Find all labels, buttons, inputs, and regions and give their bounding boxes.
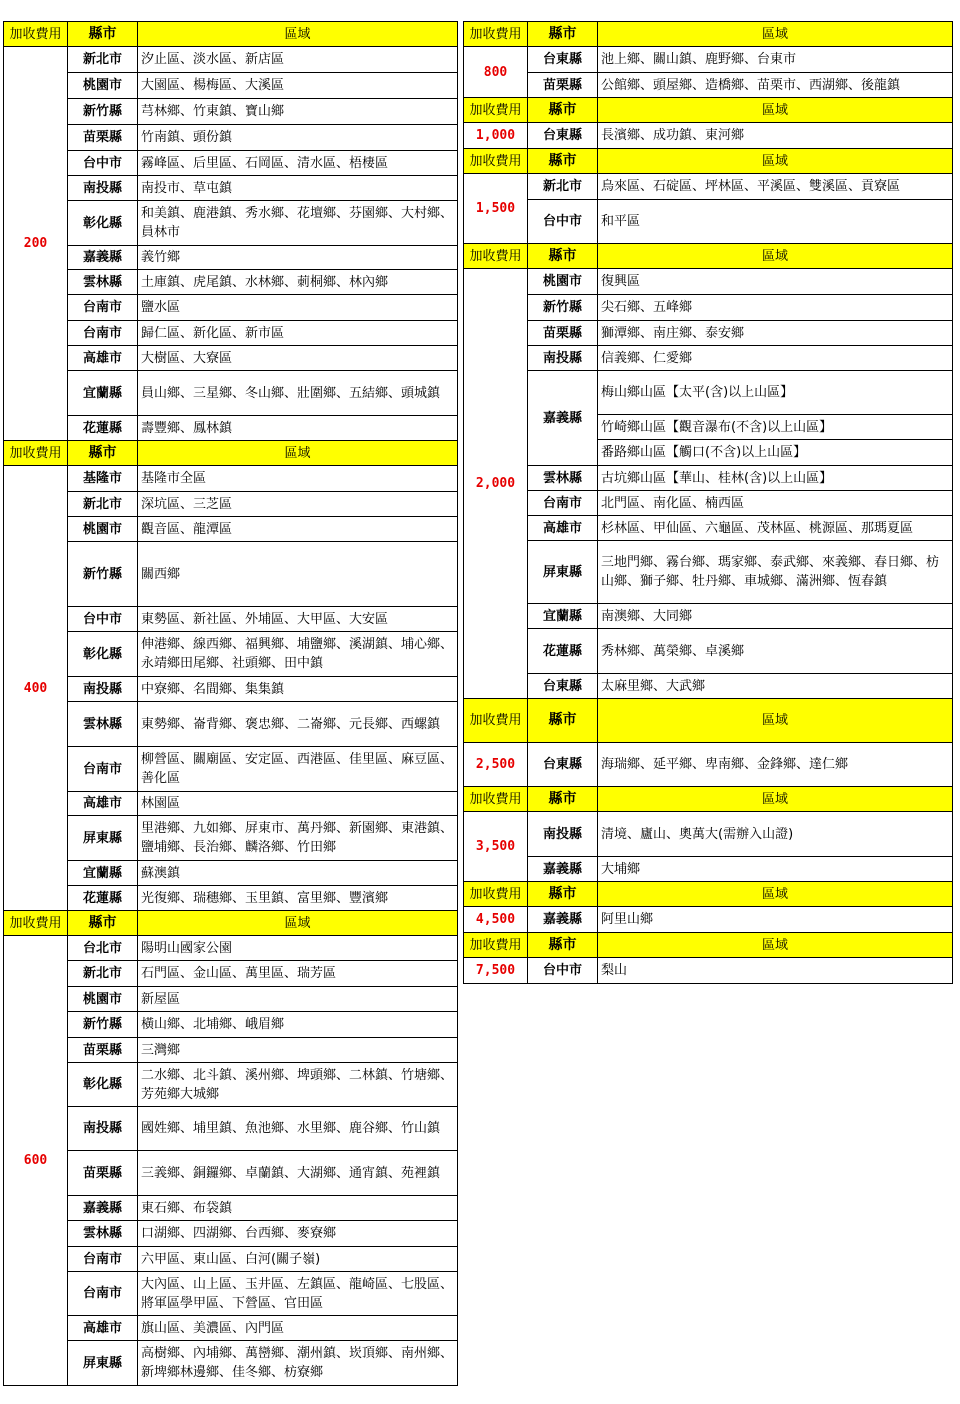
- city-cell: 苗栗縣: [68, 1151, 138, 1196]
- table-row: [464, 466, 953, 491]
- city-cell: 台中市: [528, 958, 598, 984]
- table-row: [4, 861, 458, 886]
- area-header: 區域: [598, 882, 953, 907]
- area-cell: 中寮鄉、名間鄉、集集鎮: [138, 677, 458, 702]
- fee-header: 加收費用: [464, 98, 528, 123]
- area-cell: 南投市、草屯鎮: [138, 176, 458, 201]
- area-cell: 伸港鄉、線西鄉、福興鄉、埔鹽鄉、溪湖鎮、埔心鄉、永靖鄉田尾鄉、社頭鄉、田中鎮: [138, 632, 458, 677]
- city-cell: 雲林縣: [68, 1221, 138, 1247]
- city-cell: 南投縣: [528, 346, 598, 371]
- area-cell: 和美鎮、鹿港鎮、秀水鄉、花壇鄉、芬園鄉、大村鄉、員林市: [138, 201, 458, 246]
- city-header: 縣市: [528, 699, 598, 743]
- area-cell: 尖石鄉、五峰鄉: [598, 295, 953, 321]
- city-cell: 嘉義縣: [528, 371, 598, 466]
- area-cell: 高樹鄉、內埔鄉、萬巒鄉、潮州鎮、崁頂鄉、南州鄉、新埤鄉林邊鄉、佳冬鄉、枋寮鄉: [138, 1341, 458, 1386]
- fee-table-left: [3, 21, 458, 1386]
- area-cell: 三義鄉、銅鑼鄉、卓蘭鎮、大湖鄉、通宵鎮、苑裡鎮: [138, 1151, 458, 1196]
- table-row: [4, 151, 458, 176]
- area-cell: 竹南鎮、頭份鎮: [138, 125, 458, 151]
- fee-header: 加收費用: [464, 699, 528, 743]
- city-cell: 雲林縣: [68, 270, 138, 295]
- table-row: [4, 1272, 458, 1316]
- city-cell: 雲林縣: [68, 702, 138, 747]
- header-row: [464, 98, 953, 123]
- city-cell: 屏東縣: [528, 541, 598, 604]
- city-cell: 彰化縣: [68, 1063, 138, 1107]
- city-cell: 新北市: [528, 174, 598, 200]
- area-cell: 復興區: [598, 269, 953, 295]
- city-cell: 屏東縣: [68, 816, 138, 861]
- area-cell: 關西鄉: [138, 542, 458, 607]
- table-row: [464, 371, 953, 415]
- fee-amount: 2,500: [464, 743, 528, 787]
- area-cell: 橫山鄉、北埔鄉、峨眉鄉: [138, 1012, 458, 1038]
- table-row: [464, 516, 953, 541]
- city-cell: 南投縣: [68, 677, 138, 702]
- table-row: [4, 1063, 458, 1107]
- fee-amount: 200: [4, 47, 68, 441]
- area-header: 區域: [598, 149, 953, 174]
- area-cell: 義竹鄉: [138, 246, 458, 270]
- city-cell: 新竹縣: [68, 1012, 138, 1038]
- fee-header: 加收費用: [464, 882, 528, 907]
- area-cell: 古坑鄉山區【華山、桂林(含)以上山區】: [598, 466, 953, 491]
- table-row: [464, 321, 953, 346]
- city-cell: 高雄市: [528, 516, 598, 541]
- table-row: [4, 1196, 458, 1221]
- area-cell: 秀林鄉、萬榮鄉、卓溪鄉: [598, 629, 953, 674]
- header-row: [4, 441, 458, 466]
- table-row: [4, 517, 458, 542]
- fee-header: 加收費用: [4, 911, 68, 936]
- table-row: [4, 542, 458, 607]
- table-row: [464, 174, 953, 200]
- table-row: [464, 47, 953, 73]
- fee-amount: 800: [464, 47, 528, 98]
- city-cell: 彰化縣: [68, 632, 138, 677]
- city-cell: 高雄市: [68, 1316, 138, 1341]
- city-cell: 花蓮縣: [68, 886, 138, 911]
- area-cell: 大內區、山上區、玉井區、左鎮區、龍崎區、七股區、將軍區學甲區、下營區、官田區: [138, 1272, 458, 1316]
- area-cell: 員山鄉、三星鄉、冬山鄉、壯圍鄉、五結鄉、頭城鎮: [138, 371, 458, 416]
- city-cell: 台東縣: [528, 743, 598, 787]
- area-cell: 新屋區: [138, 987, 458, 1012]
- table-row: [4, 1038, 458, 1063]
- city-cell: 苗栗縣: [528, 321, 598, 346]
- city-header: 縣市: [528, 149, 598, 174]
- table-row: [4, 416, 458, 441]
- table-row: [4, 1316, 458, 1341]
- table-row: [464, 812, 953, 857]
- city-cell: 南投縣: [68, 1107, 138, 1151]
- fee-header: 加收費用: [464, 787, 528, 812]
- area-cell: 汐止區、淡水區、新店區: [138, 47, 458, 73]
- area-header: 區域: [598, 699, 953, 743]
- table-row: [4, 792, 458, 816]
- city-cell: 台中市: [68, 151, 138, 176]
- city-header: 縣市: [68, 441, 138, 466]
- city-cell: 嘉義縣: [68, 246, 138, 270]
- area-cell: 竹崎鄉山區【觀音瀑布(不含)以上山區】: [598, 415, 953, 440]
- header-row: [464, 22, 953, 47]
- city-cell: 台南市: [68, 747, 138, 792]
- city-cell: 宜蘭縣: [68, 861, 138, 886]
- area-cell: 海瑞鄉、延平鄉、卑南鄉、金鋒鄉、達仁鄉: [598, 743, 953, 787]
- area-cell: 和平區: [598, 200, 953, 244]
- table-row: [4, 466, 458, 492]
- area-cell: 長濱鄉、成功鎮、東河鄉: [598, 123, 953, 149]
- city-cell: 嘉義縣: [528, 907, 598, 933]
- table-row: [4, 492, 458, 517]
- header-row: [4, 22, 458, 47]
- table-row: [464, 123, 953, 149]
- city-header: 縣市: [528, 933, 598, 958]
- area-cell: 太麻里鄉、大武鄉: [598, 674, 953, 699]
- area-cell: 大樹區、大寮區: [138, 346, 458, 371]
- table-row: [464, 73, 953, 98]
- area-cell: 三地門鄉、霧台鄉、瑪家鄉、泰武鄉、來義鄉、春日鄉、枋山鄉、獅子鄉、牡丹鄉、車城鄉、滿洲鄉、恆春鎮: [598, 541, 953, 604]
- city-cell: 苗栗縣: [68, 1038, 138, 1063]
- area-cell: 番路鄉山區【觸口(不含)以上山區】: [598, 440, 953, 466]
- city-cell: 桃園市: [528, 269, 598, 295]
- fee-amount: 1,500: [464, 174, 528, 244]
- city-header: 縣市: [528, 787, 598, 812]
- city-cell: 台東縣: [528, 123, 598, 149]
- city-cell: 台南市: [68, 1272, 138, 1316]
- table-row: [4, 607, 458, 632]
- table-row: [4, 270, 458, 295]
- area-cell: 蘇澳鎮: [138, 861, 458, 886]
- area-cell: 三灣鄉: [138, 1038, 458, 1063]
- fee-header: 加收費用: [464, 149, 528, 174]
- header-row: [464, 882, 953, 907]
- city-cell: 宜蘭縣: [528, 604, 598, 629]
- table-row: [4, 1341, 458, 1386]
- city-header: 縣市: [528, 98, 598, 123]
- table-row: [464, 958, 953, 984]
- city-cell: 台東縣: [528, 47, 598, 73]
- city-header: 縣市: [528, 22, 598, 47]
- city-cell: 新竹縣: [68, 542, 138, 607]
- area-cell: 南澳鄉、大同鄉: [598, 604, 953, 629]
- area-cell: 二水鄉、北斗鎮、溪州鄉、埤頭鄉、二林鎮、竹塘鄉、芳苑鄉大城鄉: [138, 1063, 458, 1107]
- table-row: [4, 321, 458, 346]
- table-row: [464, 269, 953, 295]
- city-cell: 台中市: [528, 200, 598, 244]
- city-cell: 桃園市: [68, 987, 138, 1012]
- fee-amount: 1,000: [464, 123, 528, 149]
- table-row: [4, 936, 458, 961]
- area-cell: 霧峰區、后里區、石岡區、清水區、梧棲區: [138, 151, 458, 176]
- table-row: [4, 346, 458, 371]
- table-row: [4, 47, 458, 73]
- fee-header: 加收費用: [464, 244, 528, 269]
- city-header: 縣市: [68, 22, 138, 47]
- area-cell: 芎林鄉、竹東鎮、寶山鄉: [138, 99, 458, 125]
- fee-amount: 7,500: [464, 958, 528, 984]
- header-row: [464, 787, 953, 812]
- city-cell: 新竹縣: [528, 295, 598, 321]
- area-cell: 池上鄉、關山鎮、鹿野鄉、台東市: [598, 47, 953, 73]
- area-header: 區域: [138, 441, 458, 466]
- city-cell: 嘉義縣: [528, 857, 598, 882]
- table-row: [464, 743, 953, 787]
- area-cell: 石門區、金山區、萬里區、瑞芳區: [138, 961, 458, 987]
- area-cell: 阿里山鄉: [598, 907, 953, 933]
- fee-header: 加收費用: [4, 22, 68, 47]
- city-cell: 花蓮縣: [68, 416, 138, 441]
- table-row: [4, 987, 458, 1012]
- area-header: 區域: [598, 98, 953, 123]
- area-cell: 旗山區、美濃區、內門區: [138, 1316, 458, 1341]
- table-row: [4, 1151, 458, 1196]
- table-row: [464, 346, 953, 371]
- table-row: [4, 1247, 458, 1272]
- table-row: [4, 702, 458, 747]
- area-cell: 公館鄉、頭屋鄉、造橋鄉、苗栗市、西湖鄉、後龍鎮: [598, 73, 953, 98]
- city-cell: 雲林縣: [528, 466, 598, 491]
- table-row: [4, 295, 458, 321]
- table-row: [4, 246, 458, 270]
- table-row: [4, 816, 458, 861]
- city-cell: 台北市: [68, 936, 138, 961]
- area-cell: 大園區、楊梅區、大溪區: [138, 73, 458, 99]
- city-header: 縣市: [68, 911, 138, 936]
- city-cell: 高雄市: [68, 346, 138, 371]
- table-row: [4, 176, 458, 201]
- city-cell: 新北市: [68, 492, 138, 517]
- area-cell: 歸仁區、新化區、新市區: [138, 321, 458, 346]
- header-row: [464, 933, 953, 958]
- area-header: 區域: [598, 22, 953, 47]
- table-row: [464, 674, 953, 699]
- area-cell: 里港鄉、九如鄉、屏東市、萬丹鄉、新園鄉、東港鎮、鹽埔鄉、長治鄉、麟洛鄉、竹田鄉: [138, 816, 458, 861]
- table-row: [4, 99, 458, 125]
- table-row: [4, 371, 458, 416]
- table-row: [4, 961, 458, 987]
- city-cell: 台東縣: [528, 674, 598, 699]
- city-cell: 南投縣: [528, 812, 598, 857]
- city-cell: 新竹縣: [68, 99, 138, 125]
- city-cell: 高雄市: [68, 792, 138, 816]
- city-cell: 新北市: [68, 961, 138, 987]
- table-row: [4, 677, 458, 702]
- city-cell: 嘉義縣: [68, 1196, 138, 1221]
- table-row: [4, 886, 458, 911]
- table-row: [464, 629, 953, 674]
- city-cell: 苗栗縣: [68, 125, 138, 151]
- area-cell: 梨山: [598, 958, 953, 984]
- table-row: [4, 125, 458, 151]
- area-cell: 林園區: [138, 792, 458, 816]
- table-row: [464, 857, 953, 882]
- city-cell: 苗栗縣: [528, 73, 598, 98]
- area-cell: 六甲區、東山區、白河(關子嶺): [138, 1247, 458, 1272]
- table-row: [464, 604, 953, 629]
- city-cell: 彰化縣: [68, 201, 138, 246]
- city-header: 縣市: [528, 882, 598, 907]
- city-cell: 台南市: [68, 295, 138, 321]
- table-row: [4, 1012, 458, 1038]
- fee-table-right: [463, 21, 953, 984]
- table-row: [4, 1107, 458, 1151]
- fee-amount: 3,500: [464, 812, 528, 882]
- city-cell: 桃園市: [68, 73, 138, 99]
- city-header: 縣市: [528, 244, 598, 269]
- city-cell: 基隆市: [68, 466, 138, 492]
- table-row: [464, 541, 953, 604]
- fee-header: 加收費用: [464, 933, 528, 958]
- city-cell: 台中市: [68, 607, 138, 632]
- area-header: 區域: [138, 911, 458, 936]
- table-row: [464, 200, 953, 244]
- area-cell: 陽明山國家公園: [138, 936, 458, 961]
- area-cell: 清境、廬山、奧萬大(需辦入山證): [598, 812, 953, 857]
- table-row: [4, 73, 458, 99]
- city-cell: 台南市: [528, 491, 598, 516]
- area-cell: 國姓鄉、埔里鎮、魚池鄉、水里鄉、鹿谷鄉、竹山鎮: [138, 1107, 458, 1151]
- area-cell: 烏來區、石碇區、坪林區、平溪區、雙溪區、貢寮區: [598, 174, 953, 200]
- fee-header: 加收費用: [464, 22, 528, 47]
- area-cell: 深坑區、三芝區: [138, 492, 458, 517]
- city-cell: 南投縣: [68, 176, 138, 201]
- city-cell: 宜蘭縣: [68, 371, 138, 416]
- city-cell: 新北市: [68, 47, 138, 73]
- area-cell: 口湖鄉、四湖鄉、台西鄉、麥寮鄉: [138, 1221, 458, 1247]
- fee-amount: 600: [4, 936, 68, 1386]
- city-cell: 桃園市: [68, 517, 138, 542]
- table-row: [464, 295, 953, 321]
- table-row: [464, 907, 953, 933]
- area-header: 區域: [598, 787, 953, 812]
- header-row: [464, 149, 953, 174]
- fee-header: 加收費用: [4, 441, 68, 466]
- area-cell: 土庫鎮、虎尾鎮、水林鄉、莿桐鄉、林內鄉: [138, 270, 458, 295]
- fee-amount: 2,000: [464, 269, 528, 699]
- area-cell: 獅潭鄉、南庄鄉、泰安鄉: [598, 321, 953, 346]
- fee-amount: 4,500: [464, 907, 528, 933]
- header-row: [4, 911, 458, 936]
- fee-amount: 400: [4, 466, 68, 911]
- header-row: [464, 699, 953, 743]
- area-cell: 鹽水區: [138, 295, 458, 321]
- area-cell: 北門區、南化區、楠西區: [598, 491, 953, 516]
- area-cell: 東勢鄉、崙背鄉、褒忠鄉、二崙鄉、元長鄉、西螺鎮: [138, 702, 458, 747]
- area-cell: 光復鄉、瑞穗鄉、玉里鎮、富里鄉、豐濱鄉: [138, 886, 458, 911]
- area-header: 區域: [138, 22, 458, 47]
- area-cell: 觀音區、龍潭區: [138, 517, 458, 542]
- area-cell: 基隆市全區: [138, 466, 458, 492]
- table-row: [4, 1221, 458, 1247]
- area-cell: 梅山鄉山區【太平(含)以上山區】: [598, 371, 953, 415]
- city-cell: 台南市: [68, 1247, 138, 1272]
- table-row: [4, 632, 458, 677]
- header-row: [464, 244, 953, 269]
- area-cell: 信義鄉、仁愛鄉: [598, 346, 953, 371]
- area-cell: 大埔鄉: [598, 857, 953, 882]
- area-cell: 東石鄉、布袋鎮: [138, 1196, 458, 1221]
- area-cell: 柳營區、關廟區、安定區、西港區、佳里區、麻豆區、善化區: [138, 747, 458, 792]
- area-cell: 壽豐鄉、鳳林鎮: [138, 416, 458, 441]
- area-header: 區域: [598, 933, 953, 958]
- area-cell: 杉林區、甲仙區、六龜區、茂林區、桃源區、那瑪夏區: [598, 516, 953, 541]
- city-cell: 花蓮縣: [528, 629, 598, 674]
- table-row: [464, 491, 953, 516]
- table-row: [4, 747, 458, 792]
- city-cell: 屏東縣: [68, 1341, 138, 1386]
- area-header: 區域: [598, 244, 953, 269]
- table-row: [4, 201, 458, 246]
- city-cell: 台南市: [68, 321, 138, 346]
- area-cell: 東勢區、新社區、外埔區、大甲區、大安區: [138, 607, 458, 632]
